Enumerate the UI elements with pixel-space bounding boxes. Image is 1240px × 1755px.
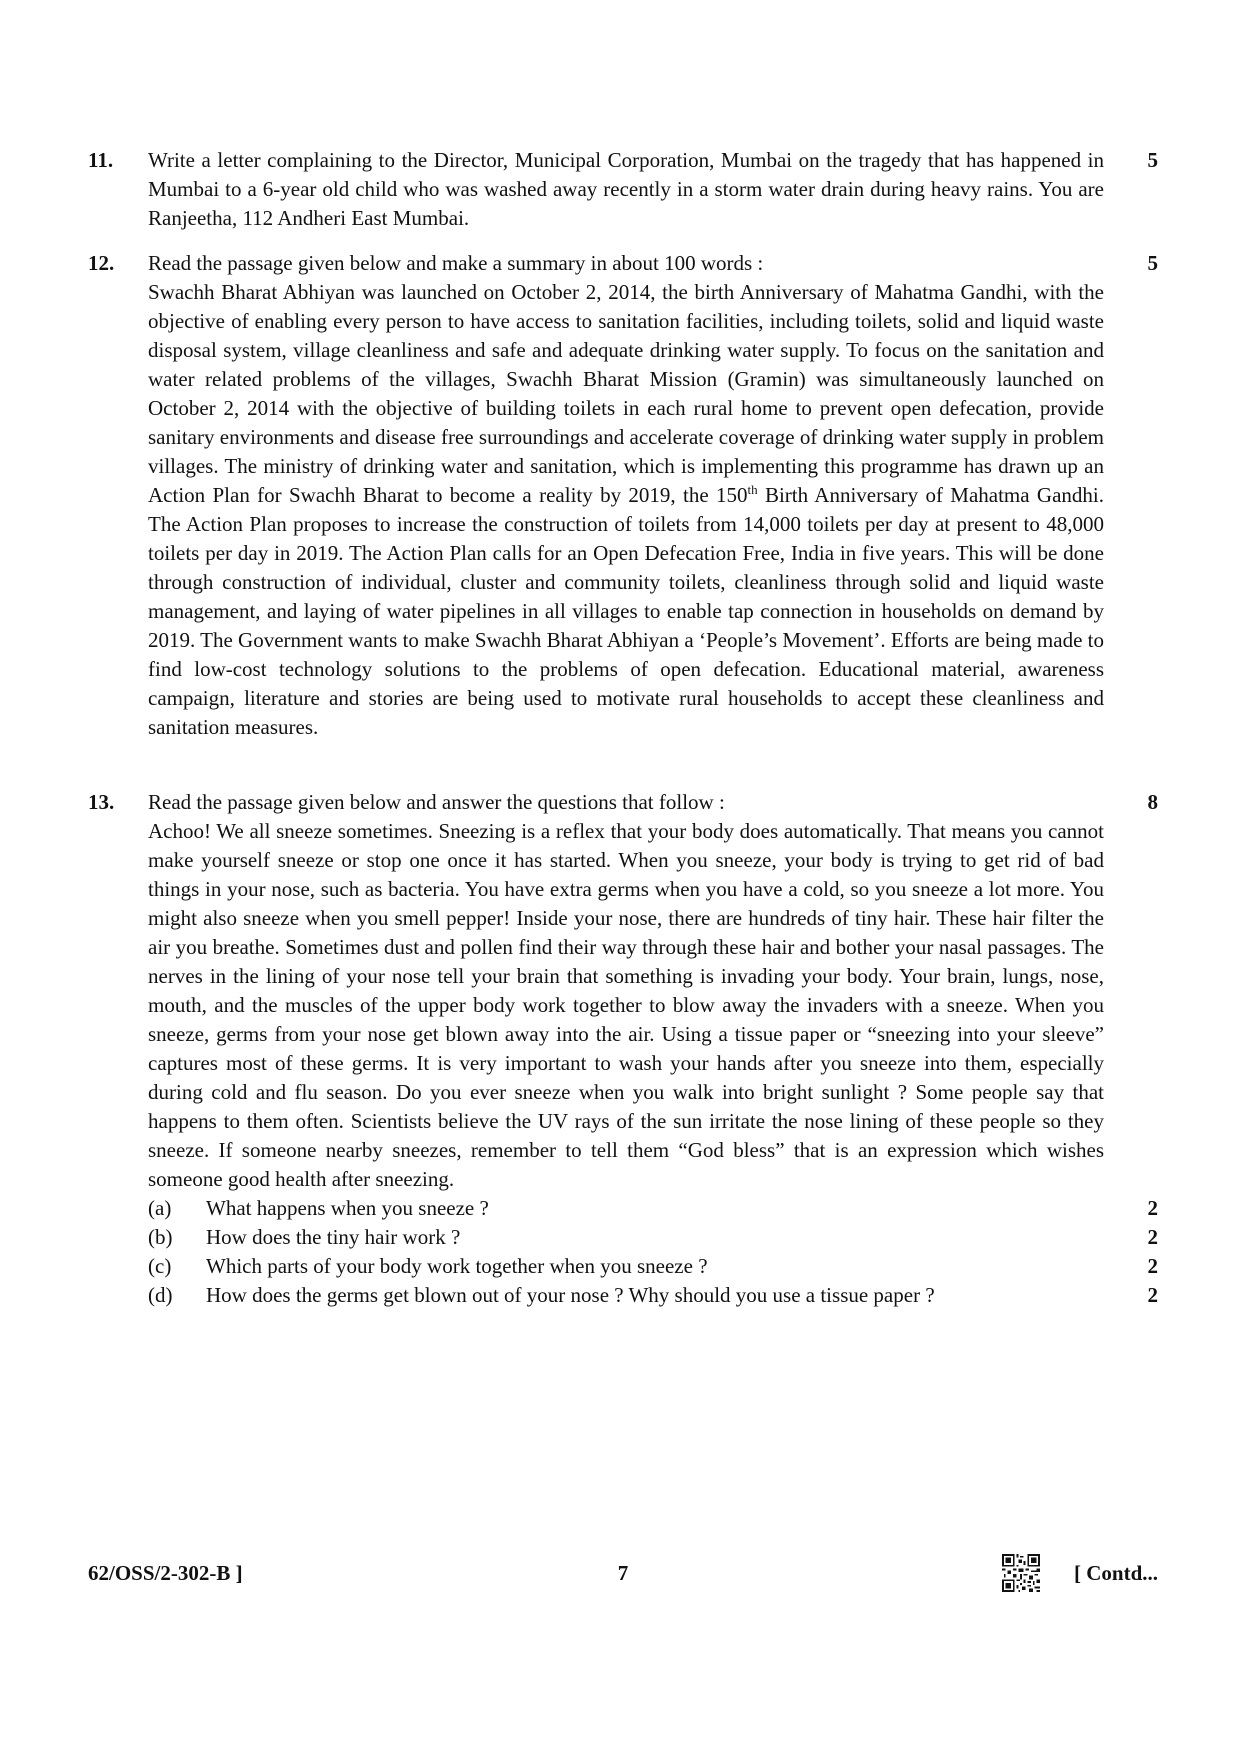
ordinal-superscript: th [747,482,758,497]
question-marks: 8 [1147,790,1158,814]
question-paragraph: Write a letter complaining to the Director, Municipal Corporation, Mumbai on the tragedy that has happened in Mumbai to a 6-year old child who was washed away recently in a storm water drain during heavy rains. You are Ranjeetha, 112 Andheri East Mumbai. [148,148,1104,230]
sub-question-c [148,1252,1158,1281]
question-text [148,146,1104,233]
passage-text-part2: Birth Anniversary of Mahatma Gandhi. The Action Plan proposes to increase the construction of toilets from 14,000 toilets per day at present to 48,000 toilets per day in 2019. The Action Plan calls for an Open Defecation Free, India in five years. This will be done through construction of individual, cluster and community toilets, cleanliness through solid and liquid waste management, and laying of water pipelines in all villages to enable tap connection in households on demand by 2019. The Government wants to make Swachh Bharat Abhiyan a ‘People’s Movement’. Efforts are being made to find low-cost technology solutions to the problems of open defecation. Educational material, awareness campaign, literature and stories are being used to motivate rural households to accept these cleanliness and sanitation measures. [148,483,1104,739]
passage-text-part1: Swachh Bharat Abhiyan was launched on October 2, 2014, the birth Anniversary of Mahatma Gandhi, with the objective of enabling every person to have access to sanitation facilities, including toilets, solid and liquid waste disposal system, village cleanliness and safe and adequate drinking water supply. To focus on the sanitation and water related problems of the villages, Swachh Bharat Mission (Gramin) was simultaneously launched on October 2, 2014 with the objective of building toilets in each rural home to prevent open defecation, provide sanitary environments and disease free surroundings and accelerate coverage of drinking water supply in problem villages. The ministry of drinking water and sanitation, which is implementing this programme has drawn up an Action Plan for Swachh Bharat to become a reality by 2019, the 150 [148,280,1104,507]
sub-question-d [148,1281,1158,1310]
sub-question-marks: 2 [1147,1254,1158,1278]
sub-question-marks: 2 [1147,1225,1158,1249]
sub-question-text: How does the tiny hair work ? [206,1225,461,1249]
sub-question-label: (d) [148,1283,173,1307]
page-footer [88,1558,1158,1588]
page-number: 7 [617,1561,629,1585]
question-number: 11. [88,148,114,172]
sub-question-a [148,1194,1158,1223]
sub-question-text: Which parts of your body work together when you sneeze ? [206,1254,708,1278]
question-marks: 5 [1147,148,1158,172]
question-13 [88,788,1158,1310]
continued-marker: [ Contd... [1073,1561,1158,1585]
sub-question-label: (b) [148,1225,173,1249]
question-number: 13. [88,790,115,814]
sub-question-label: (c) [148,1254,172,1278]
comprehension-passage: Achoo! We all sneeze sometimes. Sneezing is a reflex that your body does automatically. That means you cannot make yourself sneeze or stop one once it has started. When you sneeze, your body is trying to get rid of bad things in your nose, such as bacteria. You have extra germs when you have a cold, so you sneeze a lot more. You might also sneeze when you smell pepper! Inside your nose, there are hundreds of tiny hair. These hair filter the air you breathe. Sometimes dust and pollen find their way through these hair and bother your nasal passages. The nerves in the lining of your nose tell your brain that something is invading your body. Your brain, lungs, nose, mouth, and the muscles of the upper body work together to blow away the invaders with a sneeze. When you sneeze, germs from your nose get blown away into the air. Using a tissue paper or “sneezing into your sleeve” captures most of these germs. It is very important to wash your hands after you sneeze into them, especially during cold and flu season. Do you ever sneeze when you walk into bright sunlight ? Some people say that happens to them often. Scientists believe the UV rays of the sun irritate the nose lining of these people so they sneeze. If someone nearby sneezes, remember to tell them “God bless” that is an expression which wishes someone good health after sneezing. [148,819,1104,1191]
question-marks: 5 [1147,251,1158,275]
question-12 [88,249,1158,742]
question-text [148,788,1104,1194]
qr-code-icon [1002,1554,1040,1592]
sub-question-marks: 2 [1147,1283,1158,1307]
question-number: 12. [88,251,115,275]
sub-question-label: (a) [148,1196,172,1220]
paper-code: 62/OSS/2-302-B ] [88,1561,243,1585]
question-11 [88,146,1158,233]
question-instruction: Read the passage given below and answer the questions that follow : [148,790,725,814]
sub-question-b [148,1223,1158,1252]
sub-question-text: What happens when you sneeze ? [206,1196,489,1220]
sub-question-text: How does the germs get blown out of your nose ? Why should you use a tissue paper ? [206,1283,935,1307]
question-text [148,249,1104,742]
question-instruction: Read the passage given below and make a summary in about 100 words : [148,251,764,275]
sub-question-marks: 2 [1147,1196,1158,1220]
summary-passage [148,278,1104,742]
